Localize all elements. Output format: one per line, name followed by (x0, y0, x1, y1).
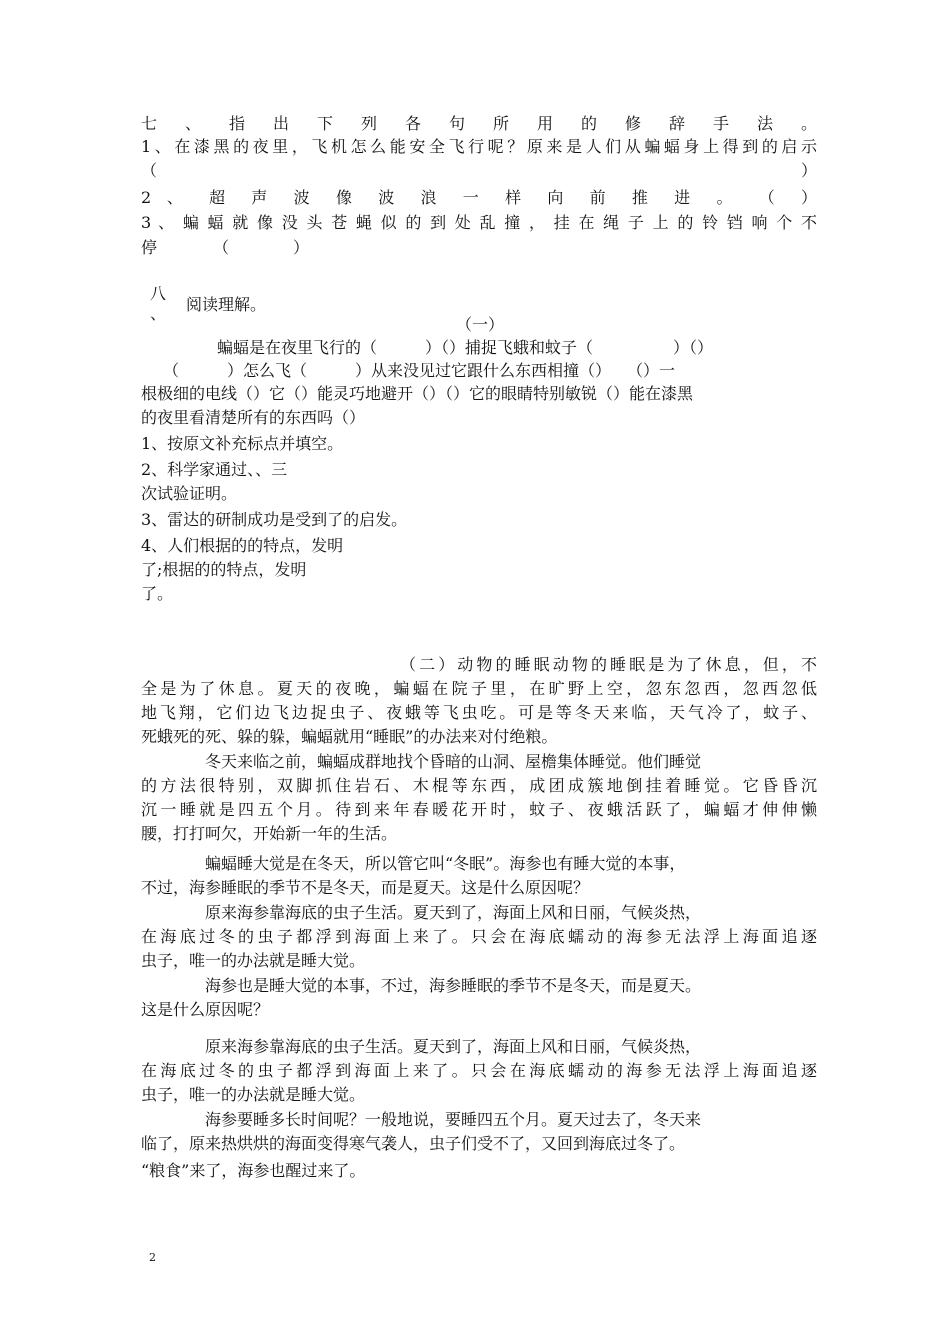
section7-question-3-cont: 停 （ ） (141, 238, 310, 257)
part1-question-4: 4、人们根据的的特点，发明 (141, 536, 344, 555)
part1-question-2-cont: 次试验证明。 (141, 484, 238, 503)
part2-line-4: 死蛾死的死、躲的躲，蝙蝠就用“睡眠”的办法来对付绝粮。 (141, 727, 558, 746)
part1-question-3: 3、雷达的研制成功是受到了的启发。 (141, 510, 408, 529)
part2-line-13: 虫子，唯一的办法就是睡大觉。 (141, 951, 366, 970)
part1-title: （一） (456, 315, 505, 334)
part2-title-line: （二）动物的睡眠动物的睡眠是为了休息，但，不 (400, 655, 817, 674)
part2-line-17: 在海底过冬的虫子都浮到海面上来了。只会在海底蠕动的海参无法浮上海面追逐 (141, 1061, 817, 1080)
section7-question-1: 1、在漆黑的夜里，飞机怎么能安全飞行呢？原来是人们从蝙蝠身上得到的启示 (141, 137, 817, 156)
part2-line-5: 冬天来临之前，蝙蝠成群地找个昏暗的山洞、屋檐集体睡觉。他们睡觉 (205, 752, 702, 771)
part2-line-16: 原来海参靠海底的虫子生活。夏天到了，海面上风和日丽，气候炎热， (205, 1037, 702, 1056)
part1-question-1: 1、按原文补充标点并填空。 (141, 434, 344, 453)
part2-line-7: 沉一睡就是四五个月。待到来年春暖花开时，蚊子、夜蛾活跃了，蝙蝠才伸伸懒 (141, 800, 817, 819)
part2-line-11: 原来海参靠海底的虫子生活。夏天到了，海面上风和日丽，气候炎热， (205, 903, 702, 922)
part2-line-12: 在海底过冬的虫子都浮到海面上来了。只会在海底蠕动的海参无法浮上海面追逐 (141, 927, 817, 946)
part1-question-4-cont-1: 了;根据的的特点，发明 (141, 560, 307, 579)
section7-question-2: 2 、 超 声 波 像 波 浪 一 样 向 前 推 进 。 （ ） (141, 188, 817, 207)
part2-line-2: 全是为了休息。夏天的夜晚，蝙蝠在院子里，在旷野上空，忽东忽西，忽西忽低 (141, 679, 817, 698)
paren-close: ） (800, 161, 817, 180)
part2-line-21: “粮食”来了，海参也醒过来了。 (141, 1161, 366, 1180)
part1-question-4-cont-2: 了。 (141, 584, 174, 603)
part1-question-2: 2、科学家通过、、三 (141, 460, 288, 479)
part2-line-3: 地飞翔，它们边飞边捉虫子、夜蛾等飞虫吃。可是等冬天来临，天气冷了，蚊子、 (141, 703, 817, 722)
part2-line-20: 临了，原来热烘烘的海面变得寒气袭人，虫子们受不了，又回到海底过冬了。 (141, 1134, 686, 1153)
part1-passage-line-3: 根极细的电线（）它（）能灵巧地避开（）（）它的眼睛特别敏锐（）能在漆黑 (141, 384, 694, 403)
part1-passage-line-1: 蝙蝠是在夜里飞行的（ ）（）捕捉飞蛾和蚊子（ ）（） (217, 338, 714, 357)
section8-number: 八 (150, 284, 167, 303)
part1-passage-line-4: 的夜里看清楚所有的东西吗（） (141, 408, 366, 427)
part2-line-19: 海参要睡多长时间呢？一般地说，要睡四五个月。夏天过去了，冬天来 (205, 1110, 702, 1129)
paren-open: （ (141, 161, 158, 180)
part2-line-18: 虫子，唯一的办法就是睡大觉。 (141, 1085, 366, 1104)
part2-line-8: 腰，打打呵欠，开始新一年的生活。 (141, 824, 398, 843)
part1-passage-line-2: （ ）怎么飞（ ）从来没见过它跟什么东西相撞（） （）一 (163, 361, 676, 380)
part2-line-14: 海参也是睡大觉的本事，不过，海参睡眠的季节不是冬天，而是夏天。 (205, 976, 702, 995)
page-number: 2 (149, 1251, 156, 1264)
part2-line-9: 蝙蝠睡大觉是在冬天，所以管它叫“冬眠”。海参也有睡大觉的本事， (205, 854, 686, 873)
section8-number-mark: 、 (150, 304, 167, 323)
section7-q1-parens (141, 160, 817, 182)
section7-heading: 七 、 指 出 下 列 各 句 所 用 的 修 辞 手 法 。 (141, 114, 817, 133)
part2-line-10: 不过，海参睡眠的季节不是冬天，而是夏天。这是什么原因呢？ (141, 878, 590, 897)
section8-title: 阅读理解。 (186, 295, 267, 314)
part2-line-15: 这是什么原因呢？ (141, 1000, 270, 1019)
section7-question-3: 3 、 蝙 蝠 就 像 没 头 苍 蝇 似 的 到 处 乱 撞 ， 挂 在 绳 子 上 的 铃 铛 响 个 不 (141, 213, 817, 232)
part2-line-6: 的方法很特别，双脚抓住岩石、木棍等东西，成团成簇地倒挂着睡觉。它昏昏沉 (141, 776, 817, 795)
